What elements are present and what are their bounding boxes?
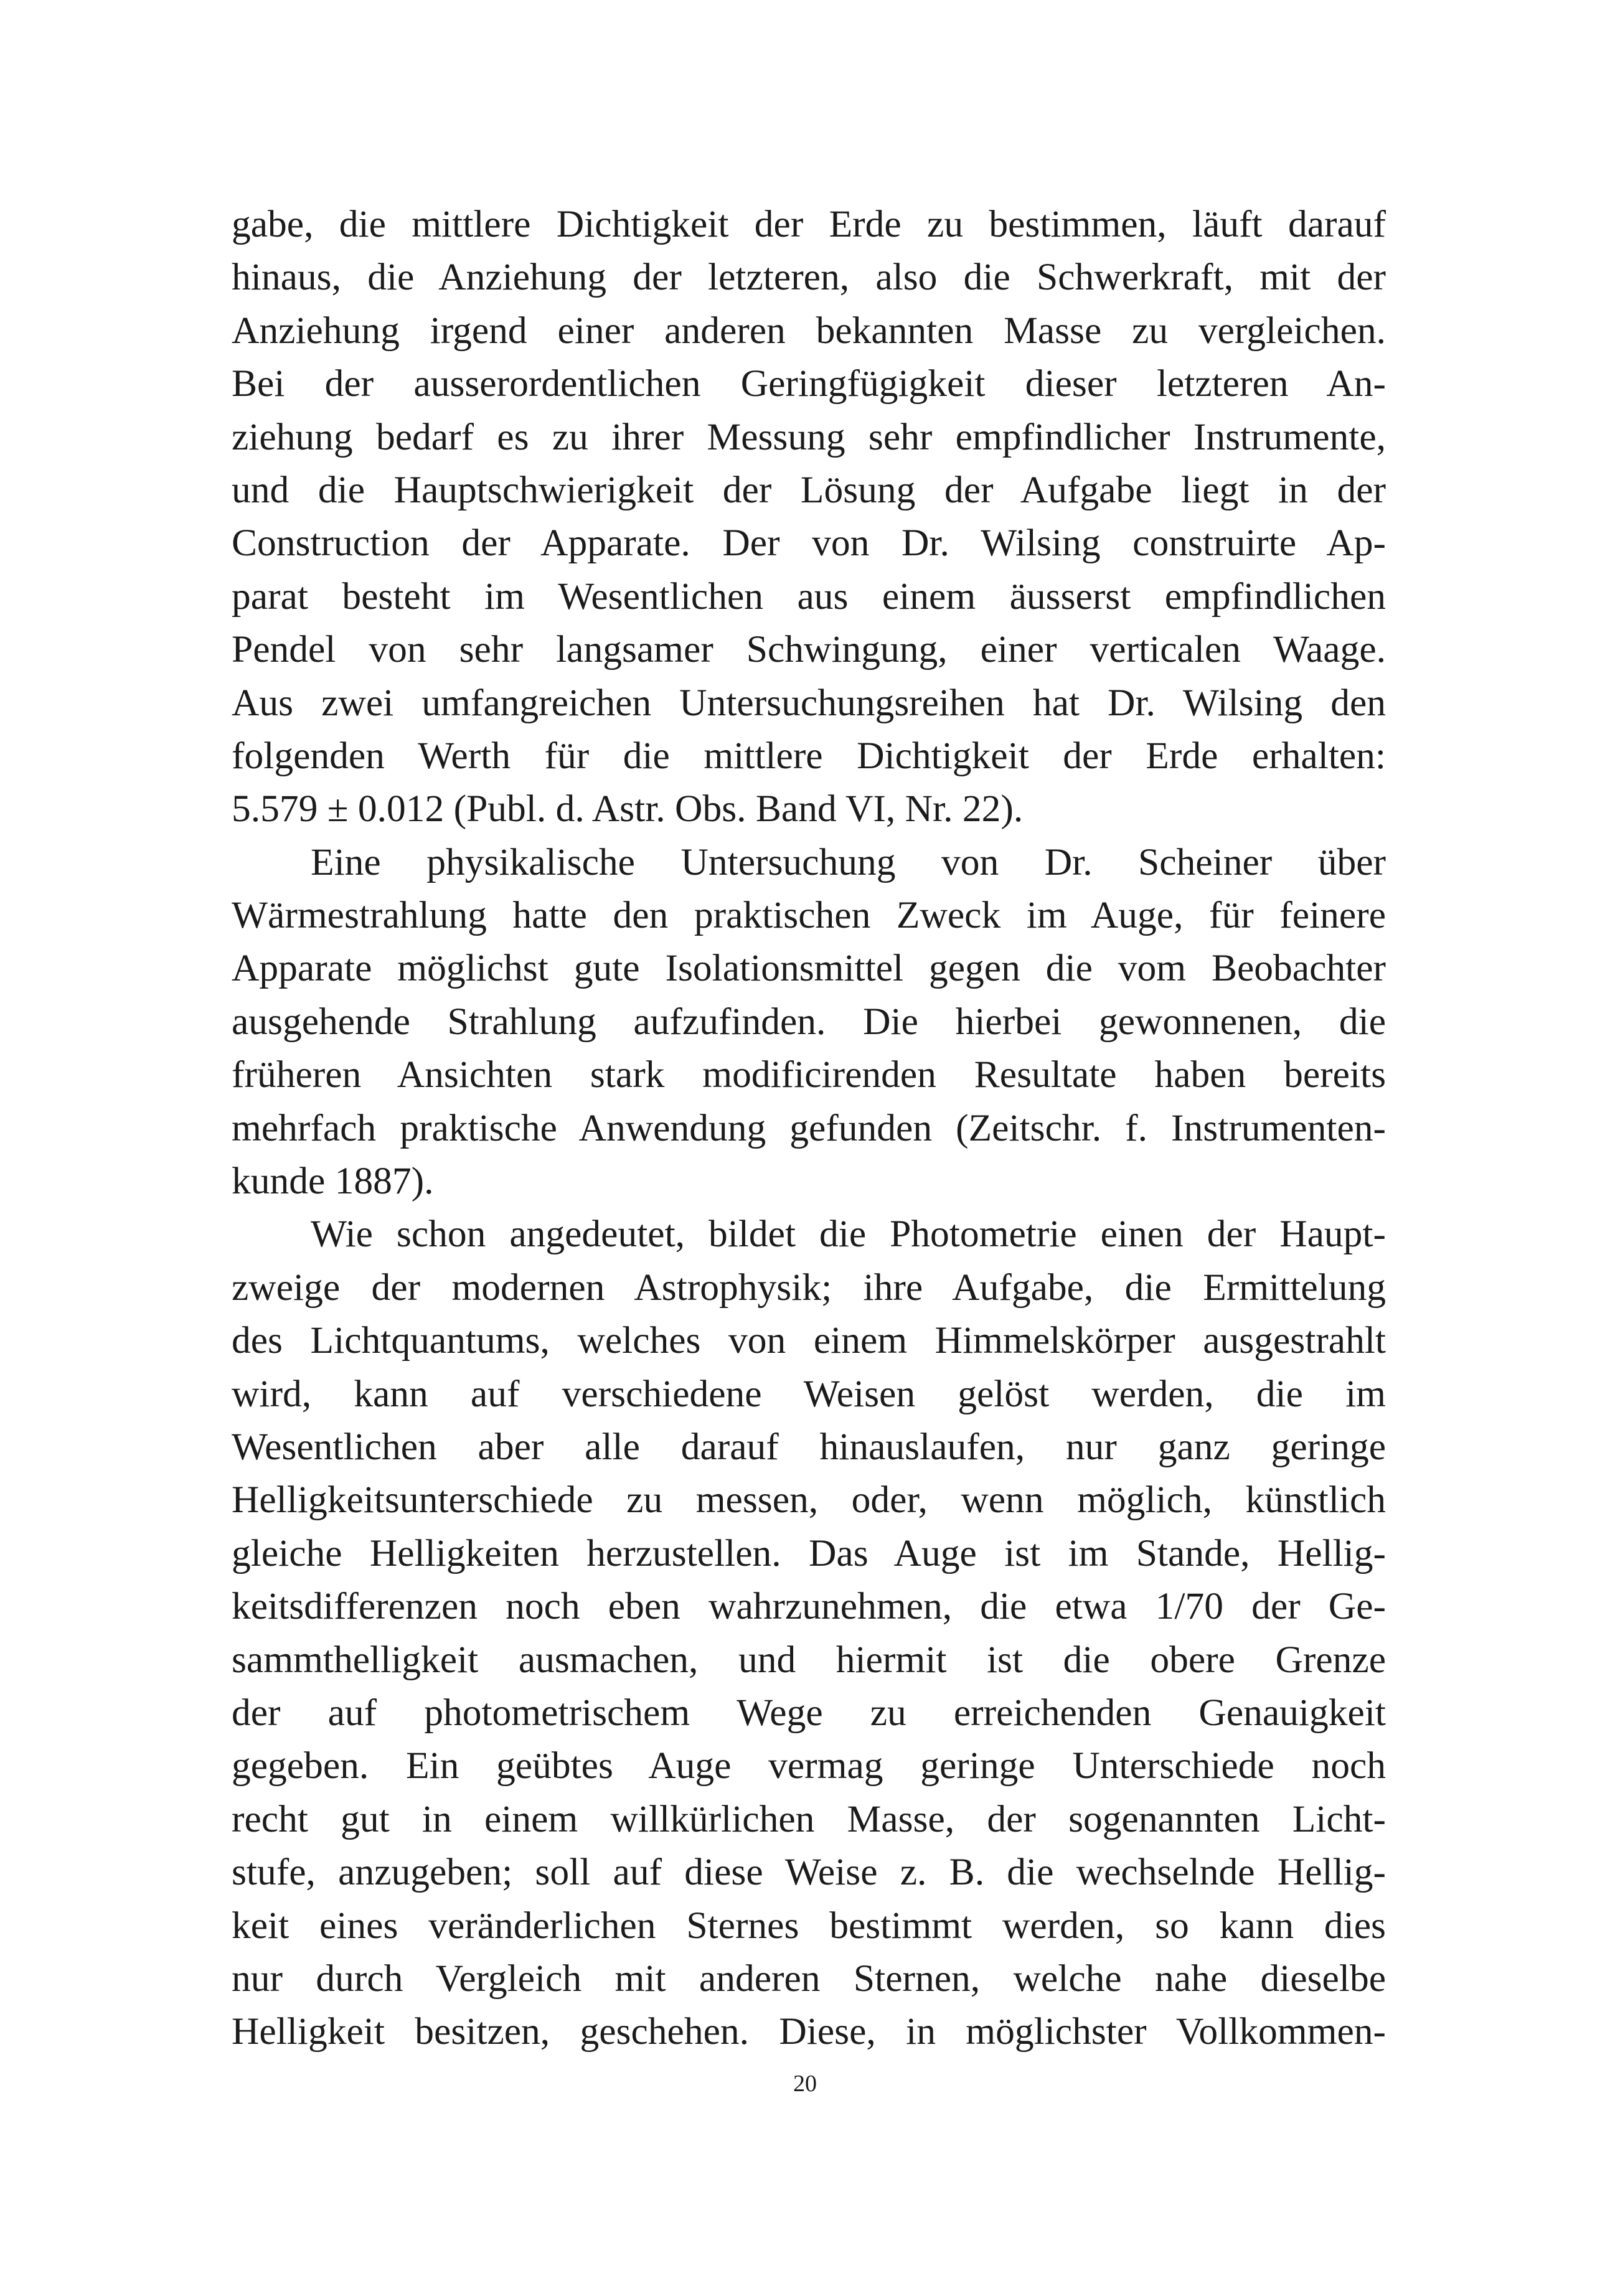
text-line: hinaus, die Anziehung der letzteren, also die Schwerkraft, mit der [232, 256, 1386, 299]
text-line: keitsdifferenzen noch eben wahrzunehmen, die etwa 1/70 der Ge- [232, 1585, 1386, 1628]
text-line: zweige der modernen Astrophysik; ihre Aufgabe, die Ermittelung [232, 1266, 1386, 1309]
text-line: gabe, die mittlere Dichtigkeit der Erde zu bestimmen, läuft darauf [232, 203, 1386, 245]
text-line: früheren Ansichten stark modificirenden Resultate haben bereits [232, 1053, 1386, 1096]
paragraph [232, 836, 1386, 1208]
text-line: folgenden Werth für die mittlere Dichtigkeit der Erde erhalten: [232, 734, 1386, 777]
paragraph [232, 198, 1386, 836]
text-line: kunde 1887). [232, 1160, 434, 1203]
text-line: Wie schon angedeutet, bildet die Photometrie einen der Haupt- [311, 1213, 1386, 1256]
text-line: parat besteht im Wesentlichen aus einem äusserst empfindlichen [232, 575, 1386, 618]
text-line: keit eines veränderlichen Sternes bestimmt werden, so kann dies [232, 1904, 1386, 1947]
page-number: 20 [793, 2071, 817, 2097]
text-line: Construction der Apparate. Der von Dr. Wilsing construirte Ap- [232, 522, 1386, 565]
text-line: ziehung bedarf es zu ihrer Messung sehr empfindlicher Instrumente, [232, 415, 1386, 458]
body-text [232, 198, 1386, 2059]
text-line: Pendel von sehr langsamer Schwingung, einer verticalen Waage. [232, 628, 1386, 671]
text-line: Aus zwei umfangreichen Untersuchungsreihen hat Dr. Wilsing den [232, 681, 1386, 724]
text-line: wird, kann auf verschiedene Weisen gelöst werden, die im [232, 1372, 1386, 1415]
text-line: recht gut in einem willkürlichen Masse, der sogenannten Licht- [232, 1797, 1386, 1840]
text-line: des Lichtquantums, welches von einem Himmelskörper ausgestrahlt [232, 1319, 1386, 1362]
text-line: Helligkeit besitzen, geschehen. Diese, in möglichster Vollkommen- [232, 2010, 1386, 2053]
paragraph [232, 1208, 1386, 2058]
text-line: ausgehende Strahlung aufzufinden. Die hierbei gewonnenen, die [232, 1000, 1386, 1043]
text-line: Eine physikalische Untersuchung von Dr. Scheiner über [311, 840, 1386, 883]
text-line: stufe, anzugeben; soll auf diese Weise z. B. die wechselnde Hellig- [232, 1851, 1386, 1894]
text-line: der auf photometrischem Wege zu erreichenden Genauigkeit [232, 1691, 1386, 1734]
text-line: und die Hauptschwierigkeit der Lösung der Aufgabe liegt in der [232, 468, 1386, 511]
text-line: gegeben. Ein geübtes Auge vermag geringe Unterschiede noch [232, 1744, 1386, 1787]
text-line: Helligkeitsunterschiede zu messen, oder, wenn möglich, künstlich [232, 1479, 1386, 1522]
text-line: 5.579 ± 0.012 (Publ. d. Astr. Obs. Band VI, Nr. 22). [232, 788, 1024, 830]
text-line: sammthelligkeit ausmachen, und hiermit ist die obere Grenze [232, 1638, 1386, 1681]
text-line: nur durch Vergleich mit anderen Sternen, welche nahe dieselbe [232, 1957, 1386, 2000]
text-line: Anziehung irgend einer anderen bekannten Masse zu vergleichen. [232, 309, 1386, 352]
text-line: Wesentlichen aber alle darauf hinauslaufen, nur ganz geringe [232, 1425, 1386, 1468]
text-line: Bei der ausserordentlichen Geringfügigkeit dieser letzteren An- [232, 362, 1386, 405]
text-line: Wärmestrahlung hatte den praktischen Zweck im Auge, für feinere [232, 894, 1386, 937]
text-line: mehrfach praktische Anwendung gefunden (Zeitschr. f. Instrumenten- [232, 1106, 1386, 1149]
text-line: Apparate möglichst gute Isolationsmittel gegen die vom Beobachter [232, 947, 1386, 990]
text-line: gleiche Helligkeiten herzustellen. Das Auge ist im Stande, Hellig- [232, 1531, 1386, 1574]
